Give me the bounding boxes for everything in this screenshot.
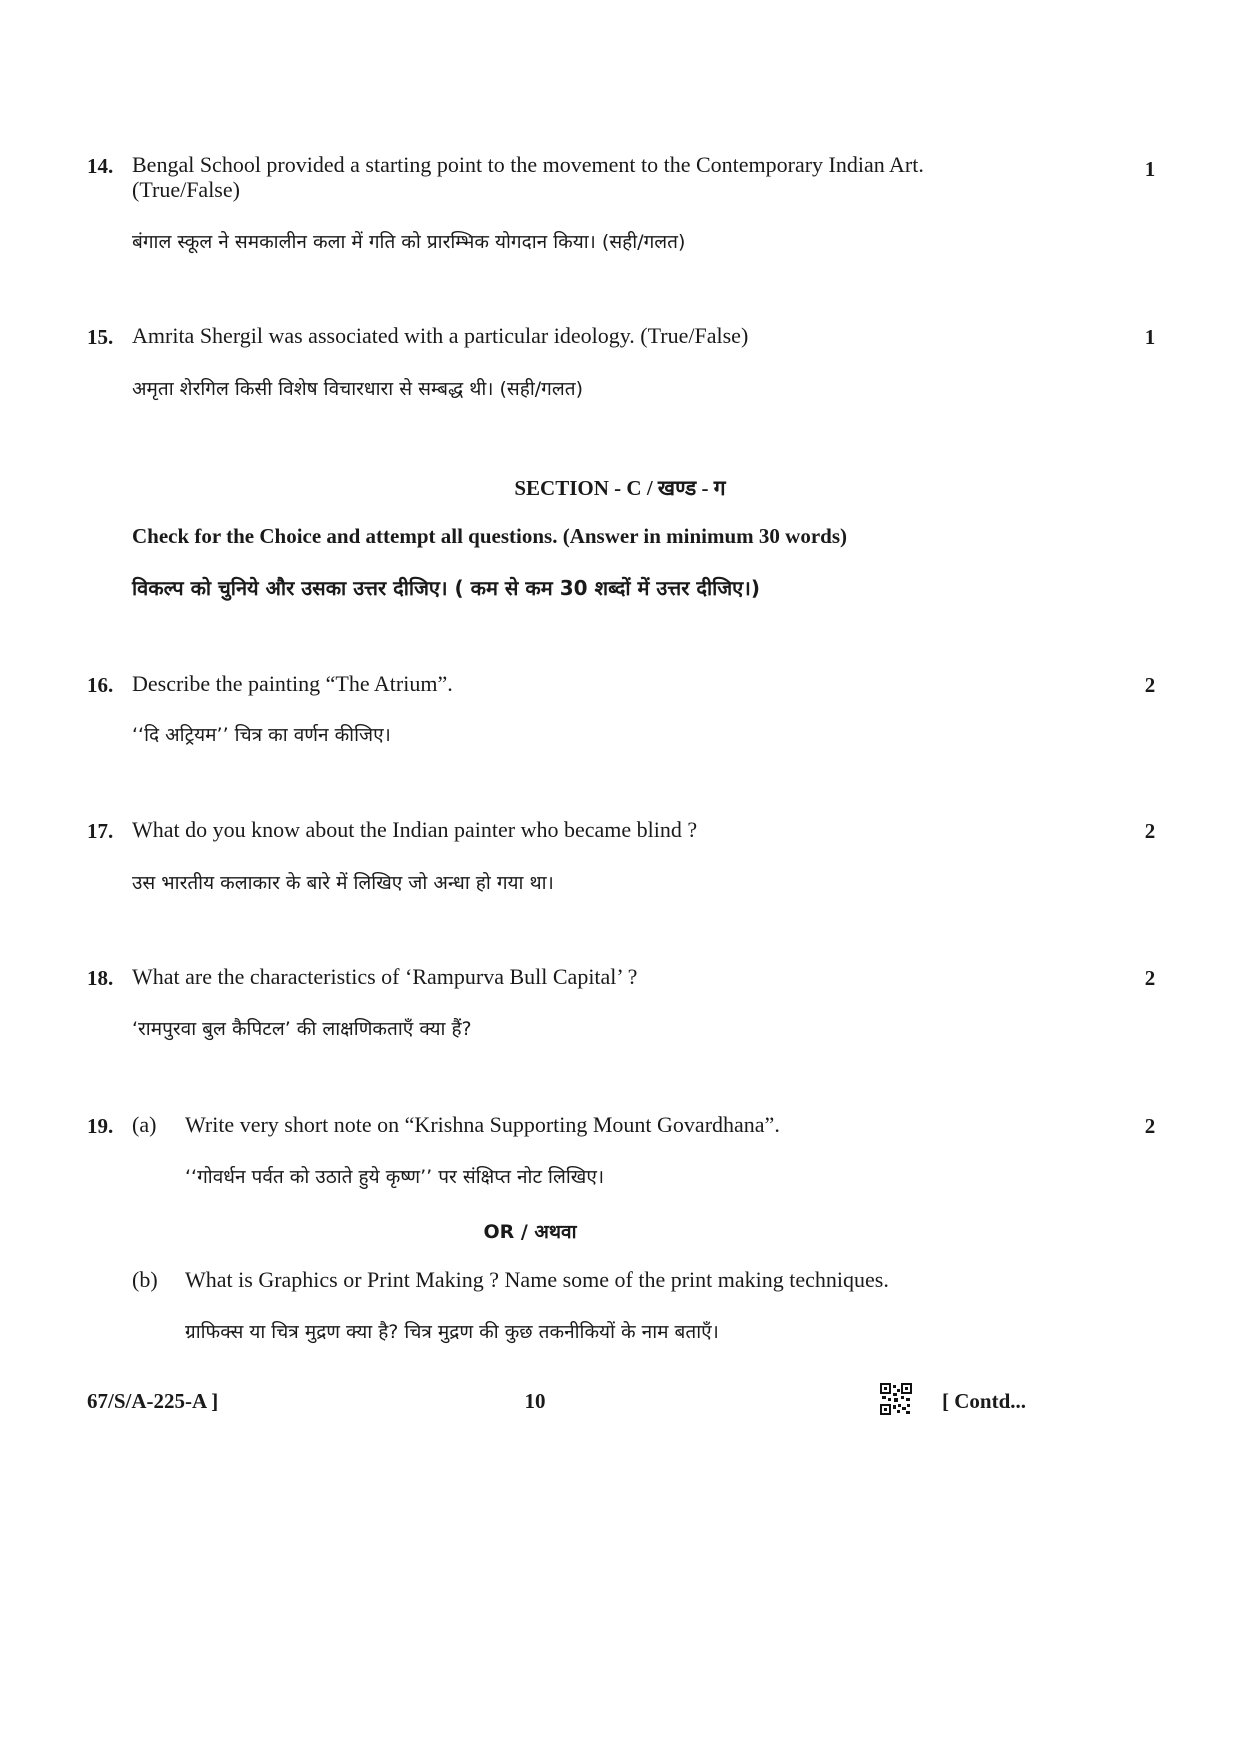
question-15-text-hi: अमृता शेरगिल किसी विशेष विचारधारा से सम्बद्ध थी। (सही/गलत) — [132, 378, 583, 400]
question-14-marks: 1 — [1144, 157, 1156, 181]
question-19-marks: 2 — [1144, 1114, 1156, 1138]
question-17-text-en: What do you know about the Indian painter who became blind ? — [132, 817, 698, 842]
question-14-text-hi: बंगाल स्कूल ने समकालीन कला में गति को प्रारम्भिक योगदान किया। (सही/गलत) — [132, 231, 686, 253]
question-15-marks: 1 — [1144, 325, 1156, 349]
question-16-number: 16. — [87, 673, 114, 697]
question-16-marks: 2 — [1144, 673, 1156, 697]
question-18-text-hi: ‘रामपुरवा बुल कैपिटल’ की लाक्षणिकताएँ क्या हैं? — [132, 1018, 472, 1040]
question-18-number: 18. — [87, 966, 114, 990]
question-17-marks: 2 — [1144, 819, 1156, 843]
question-19b-label: (b) — [132, 1267, 158, 1292]
section-instruction-en: Check for the Choice and attempt all questions. (Answer in minimum 30 words) — [132, 524, 847, 548]
question-16-text-hi: ‘‘दि अट्रियम’’ चित्र का वर्णन कीजिए। — [132, 724, 391, 746]
question-19a-text-hi: ‘‘गोवर्धन पर्वत को उठाते हुये कृष्ण’’ पर संक्षिप्त नोट लिखिए। — [185, 1166, 605, 1188]
question-19b-text-hi: ग्राफिक्स या चित्र मुद्रण क्या है? चित्र मुद्रण की कुछ तकनीकियों के नाम बताएँ। — [185, 1321, 719, 1343]
question-14-number: 14. — [87, 154, 114, 178]
footer-contd: [ Contd... — [942, 1389, 1027, 1413]
question-19a-label: (a) — [132, 1112, 157, 1137]
question-15-text-en: Amrita Shergil was associated with a particular ideology. (True/False) — [132, 323, 749, 348]
question-17-number: 17. — [87, 819, 114, 843]
footer-page-number: 10 — [524, 1389, 546, 1413]
section-instruction-hi: विकल्प को चुनिये और उसका उत्तर दीजिए। ( कम से कम 30 शब्दों में उत्तर दीजिए।) — [132, 576, 760, 600]
qr-code-icon — [880, 1383, 912, 1415]
question-16-text-en: Describe the painting “The Atrium”. — [132, 671, 453, 696]
question-19a-text-en: Write very short note on “Krishna Supporting Mount Govardhana”. — [185, 1112, 780, 1137]
question-19-number: 19. — [87, 1114, 114, 1138]
question-18-marks: 2 — [1144, 966, 1156, 990]
question-19b-text-en: What is Graphics or Print Making ? Name some of the print making techniques. — [185, 1267, 889, 1292]
question-14-text-en-line1: Bengal School provided a starting point to the movement to the Contemporary Indian Art. — [132, 152, 924, 177]
question-15-number: 15. — [87, 325, 114, 349]
or-separator: OR / अथवा — [483, 1221, 577, 1243]
footer-paper-code: 67/S/A-225-A ] — [87, 1389, 219, 1413]
question-17-text-hi: उस भारतीय कलाकार के बारे में लिखिए जो अन्धा हो गया था। — [132, 872, 554, 894]
section-title: SECTION - C / खण्ड - ग — [514, 476, 726, 500]
question-14-text-en-line2: (True/False) — [132, 177, 240, 202]
question-18-text-en: What are the characteristics of ‘Rampurva Bull Capital’ ? — [132, 964, 638, 989]
